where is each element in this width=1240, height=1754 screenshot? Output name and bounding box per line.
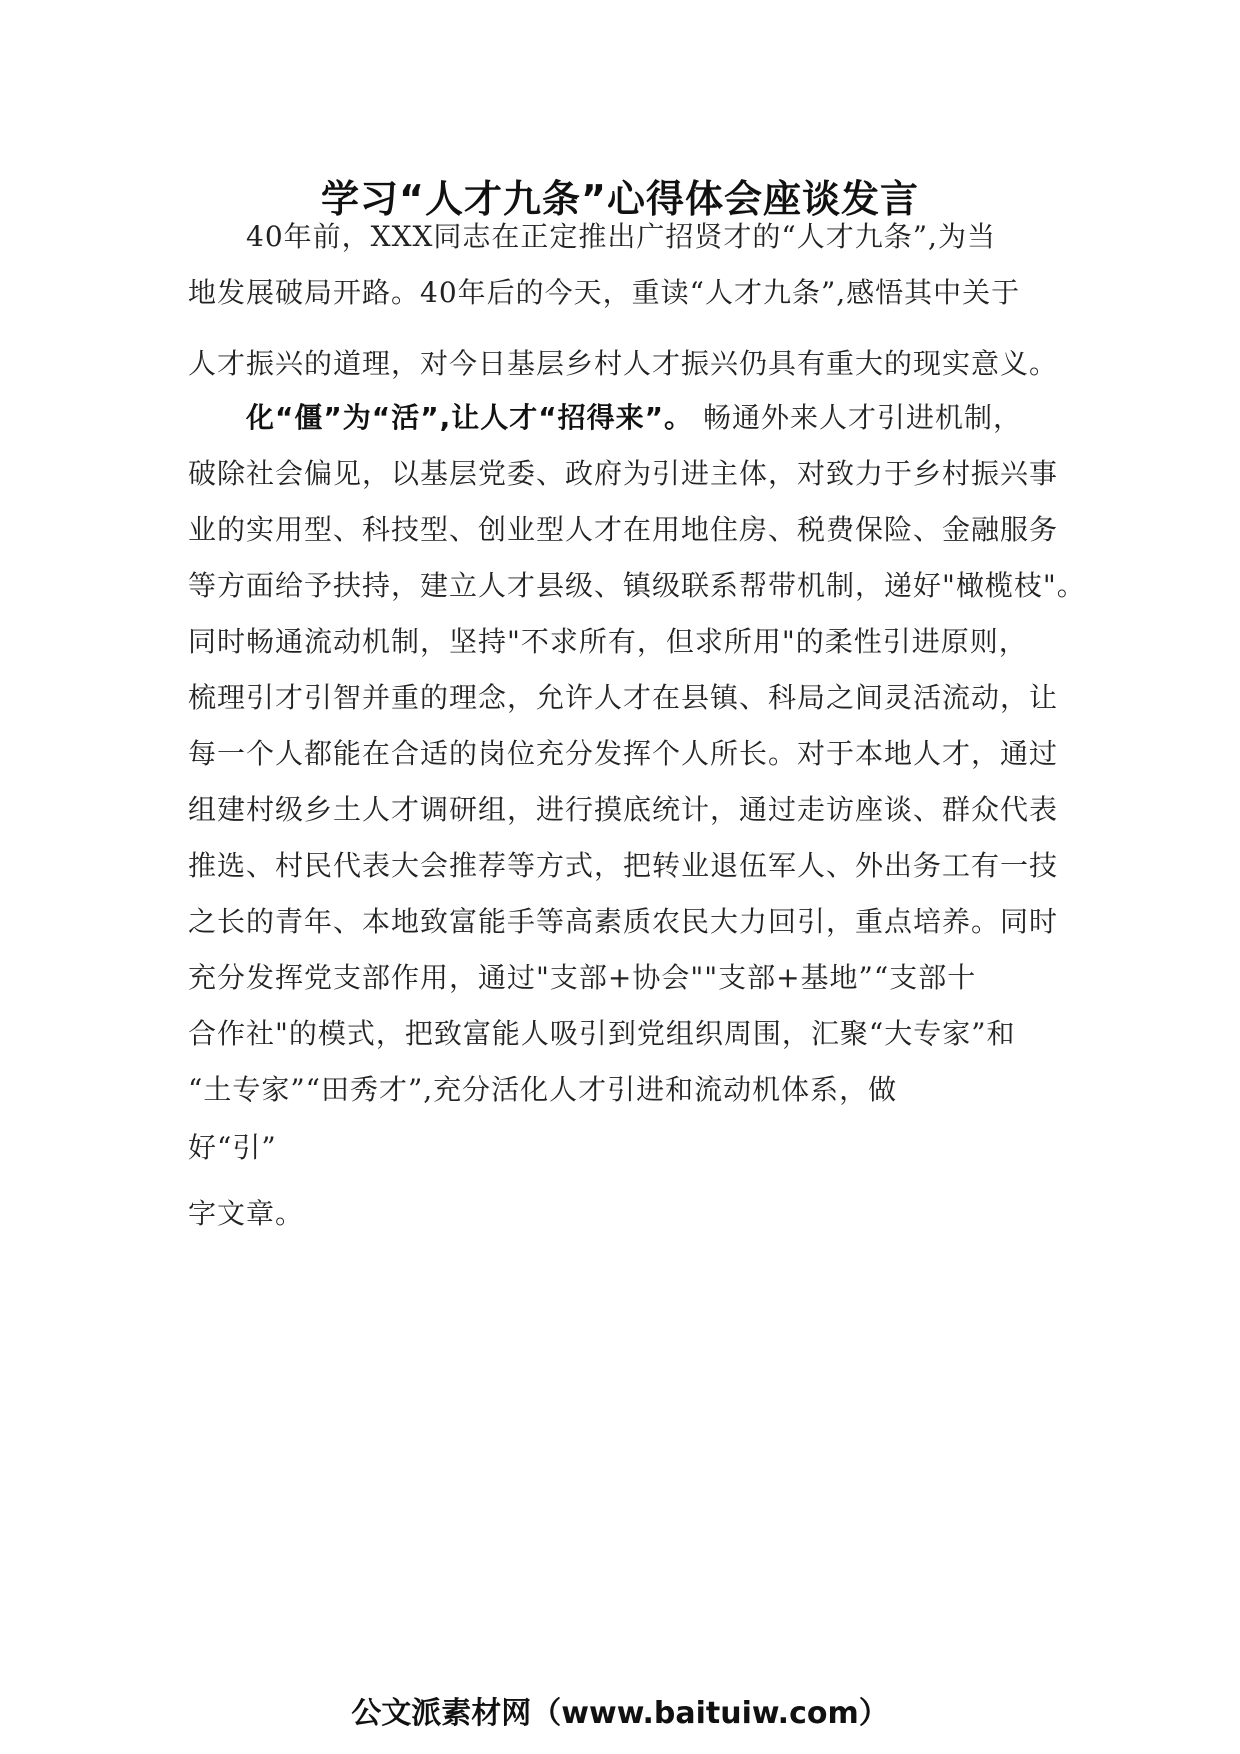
paragraph-2-line: 字文章。 (188, 1197, 305, 1230)
paragraph-2-line: 等方面给予扶持，建立人才县级、镇级联系帮带机制，递好"橄榄枝"。 (188, 569, 1086, 602)
paragraph-1-line-1: 40年前，XXX同志在正定推出广招贤才的“人才九条”,为当 (246, 220, 996, 253)
paragraph-2-line: 之长的青年、本地致富能手等高素质农民大力回引，重点培养。同时 (188, 905, 1059, 938)
paragraph-2-line: “土专家”“田秀才”,充分活化人才引进和流动机体系，做 (188, 1073, 898, 1106)
paragraph-2-line: 业的实用型、科技型、创业型人才在用地住房、税费保险、金融服务 (188, 513, 1059, 546)
paragraph-2-line: 每一个人都能在合适的岗位充分发挥个人所长。对于本地人才，通过 (188, 737, 1059, 770)
footer-source: 公文派素材网（www.baituiw.com） (351, 1696, 889, 1731)
paragraph-2-line: 破除社会偏见，以基层党委、政府为引进主体，对致力于乡村振兴事 (188, 457, 1059, 490)
paragraph-1-line-2: 地发展破局开路。40年后的今天，重读“人才九条”,感悟其中关于 (188, 276, 1021, 309)
paragraph-2-first-line-rest: 畅通外来人才引进机制， (693, 401, 1022, 434)
paragraph-2-line: 合作社"的模式，把致富能人吸引到党组织周围，汇聚“大专家”和 (188, 1017, 1016, 1050)
paragraph-2-line: 梳理引才引智并重的理念，允许人才在县镇、科局之间灵活流动，让 (188, 681, 1059, 714)
paragraph-2-line-1 (246, 396, 1022, 436)
paragraph-1-line-3: 人才振兴的道理，对今日基层乡村人才振兴仍具有重大的现实意义。 (188, 347, 1059, 380)
paragraph-2-line: 同时畅通流动机制，坚持"不求所有，但求所用"的柔性引进原则， (188, 625, 1028, 658)
paragraph-2-line: 充分发挥党支部作用，通过"支部+协会""支部+基地”“支部十 (188, 961, 977, 994)
paragraph-2-heading: 化“僵”为“活”,让人才“招得来”。 (246, 401, 694, 434)
document-title: 学习“人才九条”心得体会座谈发言 (321, 177, 919, 221)
paragraph-2-line: 组建村级乡土人才调研组，进行摸底统计，通过走访座谈、群众代表 (188, 793, 1059, 826)
paragraph-2-line: 推选、村民代表大会推荐等方式，把转业退伍军人、外出务工有一技 (188, 849, 1059, 882)
paragraph-2-line: 好“引” (188, 1131, 277, 1164)
